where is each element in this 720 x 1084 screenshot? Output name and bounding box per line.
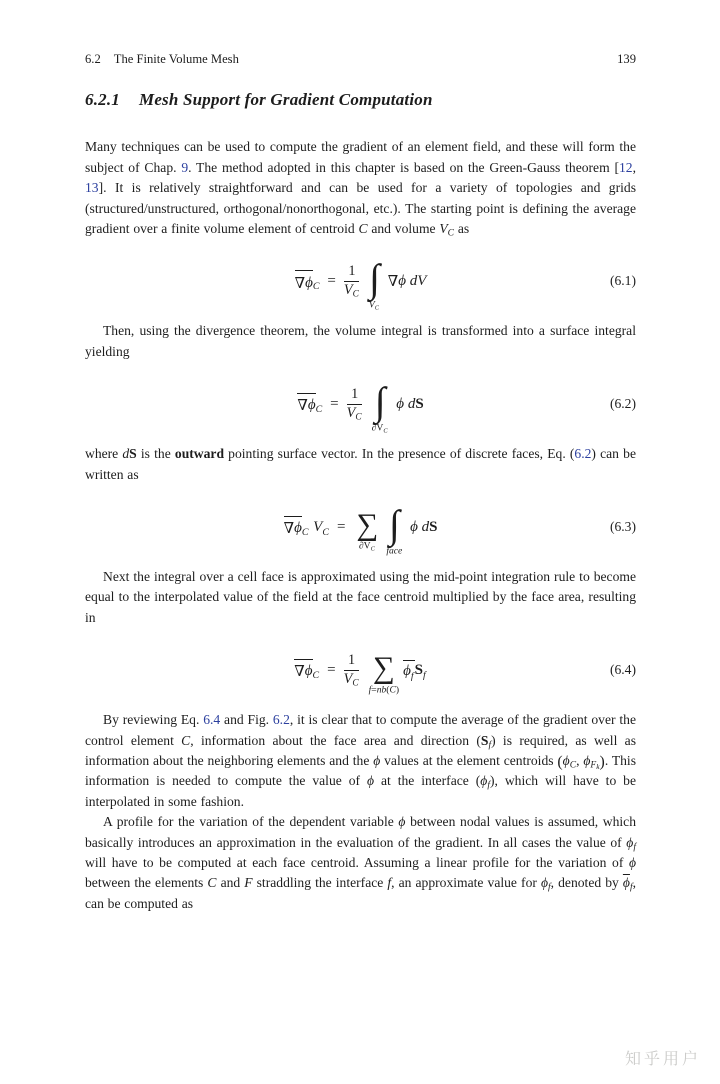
math-token: ∑	[356, 507, 379, 542]
math-token	[297, 379, 424, 435]
running-head-section-number: 6.2	[85, 52, 101, 66]
subscript	[375, 305, 379, 312]
text-run: f	[387, 875, 392, 891]
math-token: V	[343, 282, 353, 299]
math-token	[372, 423, 389, 434]
paragraph	[85, 812, 636, 914]
math-token	[415, 662, 427, 679]
running-head	[85, 52, 636, 67]
section-heading-title: Mesh Support for Gradient Computation	[139, 90, 433, 110]
math-token: =	[371, 684, 377, 696]
math-token: nb	[376, 684, 387, 696]
math-token: C	[312, 669, 320, 681]
math-token	[344, 283, 360, 298]
math-token: =	[330, 395, 339, 412]
text-run: ϕ	[628, 855, 636, 871]
math-token	[313, 519, 330, 536]
math-token: S	[414, 661, 423, 678]
text-run: f	[633, 842, 636, 853]
math-token	[294, 662, 312, 681]
math-token: ∇	[387, 273, 399, 290]
math-token: ϕ	[294, 520, 302, 537]
math-token: =	[327, 272, 336, 289]
math-token: ϕ	[304, 663, 313, 680]
overline-term	[403, 660, 415, 681]
text-run: S	[129, 446, 137, 462]
cross-reference-link[interactable]: 6.4	[203, 712, 221, 728]
math-token	[294, 256, 427, 312]
text-run: ,	[632, 159, 636, 175]
text-run: , information about the face area and direction (	[190, 732, 481, 748]
text-run: ), which will have to be interpolated in some fashion.	[85, 773, 637, 809]
math-token: C	[374, 304, 379, 312]
text-run: ϕ	[398, 814, 406, 830]
equation-number: (6.3)	[609, 519, 636, 535]
text-run: (	[557, 753, 563, 771]
math-token	[347, 405, 363, 421]
math-token: C	[301, 526, 309, 538]
text-run: , denoted by	[550, 875, 623, 891]
math-token: d	[421, 518, 430, 535]
math-token	[359, 542, 376, 553]
math-token: ∇	[294, 275, 306, 292]
math-token: ∂	[358, 540, 364, 552]
math-token: ϕ	[305, 274, 313, 291]
equation-number: (6.2)	[609, 396, 636, 412]
math-token: C	[352, 678, 359, 689]
math-token: S	[429, 518, 438, 535]
overline-term	[297, 393, 315, 416]
math-token: ∫	[368, 256, 380, 301]
math-token: d	[407, 395, 416, 412]
section-heading	[85, 89, 636, 110]
subscript	[322, 526, 329, 537]
math-token: ∑	[372, 650, 395, 685]
math-token: ϕ	[403, 663, 411, 680]
math-token: ∫	[374, 379, 386, 424]
paragraph	[85, 444, 636, 485]
math-token: ϕ	[410, 518, 418, 535]
text-run: f	[487, 781, 490, 792]
text-run: f	[629, 883, 633, 894]
text-run: where	[85, 446, 123, 462]
subscript	[383, 428, 387, 435]
cross-reference-link[interactable]: 9	[181, 159, 189, 175]
math-token: f	[410, 671, 414, 683]
math-token: 1	[348, 263, 356, 280]
math-token: =	[327, 661, 336, 678]
text-run: C	[207, 875, 217, 891]
text-run: d	[122, 446, 130, 462]
math-token	[297, 396, 315, 415]
equation-number: (6.4)	[609, 662, 636, 678]
paragraph	[85, 567, 636, 628]
math-token	[388, 502, 400, 547]
math-token	[284, 519, 302, 538]
subscript	[423, 669, 426, 680]
text-run: between the elements	[85, 875, 208, 891]
math-token: C	[383, 427, 388, 435]
text-run: straddling the interface	[252, 875, 388, 891]
equation-6-1	[85, 252, 636, 310]
text-run: Then, using the divergence theorem, the volume integral is transformed into a surface integral yielding	[85, 323, 636, 359]
math-token: ϕ	[396, 395, 405, 412]
equation-math	[297, 379, 424, 435]
math-token: V	[363, 540, 371, 552]
text-run: as	[454, 220, 470, 236]
math-token	[344, 264, 359, 282]
operator-with-limit	[368, 256, 380, 312]
operator-with-limit	[368, 650, 400, 696]
text-run: , an approximate value for	[391, 875, 541, 891]
math-token: ∇	[294, 664, 305, 681]
text-run: f	[488, 740, 492, 751]
text-run: F	[590, 760, 597, 771]
paragraph	[85, 321, 636, 362]
paragraph	[85, 710, 636, 812]
text-run: ϕ	[480, 773, 488, 789]
text-run: pointing surface vector. In the presence of discrete faces, Eq. (	[224, 446, 575, 462]
math-token: C	[322, 526, 329, 538]
math-token	[410, 273, 427, 290]
math-token	[369, 685, 400, 696]
math-token: V	[376, 422, 384, 434]
text-run: ϕ	[626, 834, 634, 850]
operator-with-limit	[386, 502, 403, 557]
text-run: ϕ	[373, 753, 381, 769]
cross-reference-link[interactable]: 12	[619, 159, 633, 175]
math-token: f	[368, 684, 372, 696]
text-run: C	[358, 220, 368, 236]
subscript	[313, 281, 320, 292]
math-token	[372, 650, 395, 685]
math-token: =	[336, 518, 346, 535]
equation-6-2	[85, 375, 636, 433]
math-token: C	[352, 289, 359, 300]
math-token: ∫	[388, 502, 400, 547]
math-token: C	[355, 412, 362, 423]
text-run: F	[244, 875, 253, 891]
text-run: C	[181, 732, 191, 748]
math-token	[422, 519, 438, 536]
equation-6-3	[85, 498, 636, 556]
text-run: $\overline{\phi}$	[622, 875, 630, 891]
math-token	[403, 663, 415, 683]
math-token: ∇	[297, 398, 308, 415]
math-token: )	[395, 684, 400, 696]
equation-math	[294, 649, 426, 696]
subscript	[411, 671, 414, 682]
text-run: . This information is needed to compute the value of	[85, 753, 636, 789]
text-run: C	[569, 760, 577, 771]
text-run: will have to be computed at each face centroid. Assuming a linear profile for the variation of	[85, 855, 629, 871]
math-token: V	[343, 671, 353, 688]
math-token	[344, 653, 359, 671]
math-token: ∇	[283, 521, 295, 538]
running-head-section-title: The Finite Volume Mesh	[113, 52, 239, 66]
text-run: outward	[174, 446, 225, 462]
cross-reference-link[interactable]: 13	[85, 180, 99, 196]
text-run: ,	[576, 753, 584, 769]
text-run: ϕ	[366, 773, 375, 789]
math-token	[295, 274, 313, 293]
text-run: C	[447, 228, 455, 239]
section-heading-number: 6.2.1	[85, 90, 120, 110]
math-token	[344, 282, 360, 298]
math-token: C	[389, 684, 396, 696]
text-run: ) can be written as	[85, 446, 636, 482]
math-token	[386, 546, 402, 557]
math-token: V	[346, 405, 356, 422]
overline-term	[284, 516, 302, 539]
math-token	[347, 387, 362, 405]
body-content	[85, 137, 636, 914]
subscript	[371, 547, 375, 554]
math-token: face	[386, 545, 403, 557]
math-token	[369, 685, 400, 696]
text-run: , it is clear that to compute the average of the gradient over the control element	[85, 712, 636, 748]
text-run: and volume	[367, 220, 440, 236]
text-run: ϕ	[583, 753, 591, 769]
text-run: S	[480, 732, 489, 748]
math-token	[372, 423, 389, 434]
overline-term	[295, 270, 313, 293]
text-run: ϕ	[562, 753, 570, 769]
math-token	[359, 542, 376, 553]
math-token	[294, 649, 426, 696]
subscript	[352, 679, 358, 689]
fraction	[344, 653, 360, 687]
math-token	[283, 502, 438, 557]
math-token	[344, 672, 360, 687]
text-run: , can be computed as	[85, 875, 637, 911]
subscript	[302, 526, 309, 537]
math-token: C	[370, 545, 375, 553]
text-run: and	[216, 875, 245, 891]
math-token: C	[315, 403, 323, 415]
math-token: d	[409, 272, 418, 289]
math-token: 1	[348, 652, 356, 669]
text-run: V	[439, 220, 448, 236]
math-token	[347, 406, 363, 421]
math-token	[369, 300, 380, 311]
subscript	[355, 413, 361, 423]
equation-math	[294, 256, 427, 312]
running-head-left	[85, 52, 239, 67]
math-token: V	[417, 272, 427, 289]
text-run: ϕ	[540, 875, 549, 891]
overline-term	[294, 659, 312, 682]
text-run: and Fig.	[220, 712, 273, 728]
cross-reference-link[interactable]: 6.2	[574, 446, 592, 462]
subscript	[316, 403, 323, 414]
math-token: S	[415, 395, 424, 412]
text-run: Next the integral over a cell face is approximated using the mid-point integration rule to become equal to the interpolated value of the field at the face centroid multiplied by the face area, resulting in	[85, 569, 636, 625]
math-token: ϕ	[398, 272, 406, 289]
equation-6-4	[85, 641, 636, 699]
math-token	[368, 256, 380, 301]
subscript	[353, 290, 359, 300]
math-token	[408, 396, 424, 413]
math-token: C	[312, 280, 320, 292]
text-run: By reviewing Eq.	[103, 712, 204, 728]
text-run: )	[599, 753, 605, 771]
text-run: values at the element centroids	[380, 753, 558, 769]
math-token	[356, 507, 379, 542]
text-run: is the	[136, 446, 175, 462]
text-run: f	[548, 883, 551, 894]
text-run: ]. It is relatively straightforward and can be used for a variety of topologies and grids (structured/unstructured, orthogonal/nonorthogonal, etc.). The starting point is defining the average gradient over a finite volume element of centroid	[85, 180, 636, 236]
fraction	[347, 387, 363, 421]
paragraph	[85, 137, 636, 239]
math-token	[374, 379, 386, 424]
text-run: . The method adopted in this chapter is based on the Green-Gauss theorem [	[188, 159, 619, 175]
math-token	[344, 671, 360, 687]
text-run: between nodal values is assumed, which basically introduces an approximation in the evaluation of the gradient. In all cases the value of	[85, 814, 637, 850]
fraction	[344, 264, 360, 298]
math-token: ϕ	[307, 397, 316, 414]
math-token: f	[422, 669, 426, 681]
cross-reference-link[interactable]: 6.2	[272, 712, 290, 728]
text-run: Many techniques can be used to compute the gradient of an element field, and these will form the subject of Chap.	[85, 139, 636, 175]
text-run: A profile for the variation of the dependent variable	[103, 814, 399, 830]
math-token	[388, 272, 406, 291]
math-token: (	[386, 684, 390, 696]
math-token	[369, 300, 380, 311]
subscript	[313, 669, 320, 680]
text-run: ) is required, as well as information about the neighboring elements and the	[85, 732, 636, 769]
math-token: V	[313, 518, 323, 535]
math-token: 1	[351, 386, 359, 403]
equation-number: (6.1)	[609, 273, 636, 289]
page-number: 139	[617, 52, 636, 66]
text-run: k	[596, 762, 600, 772]
operator-with-limit	[371, 379, 389, 435]
text-run: at the interface (	[374, 773, 481, 789]
operator-with-limit	[356, 507, 379, 553]
math-token: ∂	[371, 422, 377, 434]
watermark: 知乎用户	[624, 1049, 701, 1068]
math-token: V	[368, 299, 375, 311]
equation-math	[283, 502, 438, 557]
